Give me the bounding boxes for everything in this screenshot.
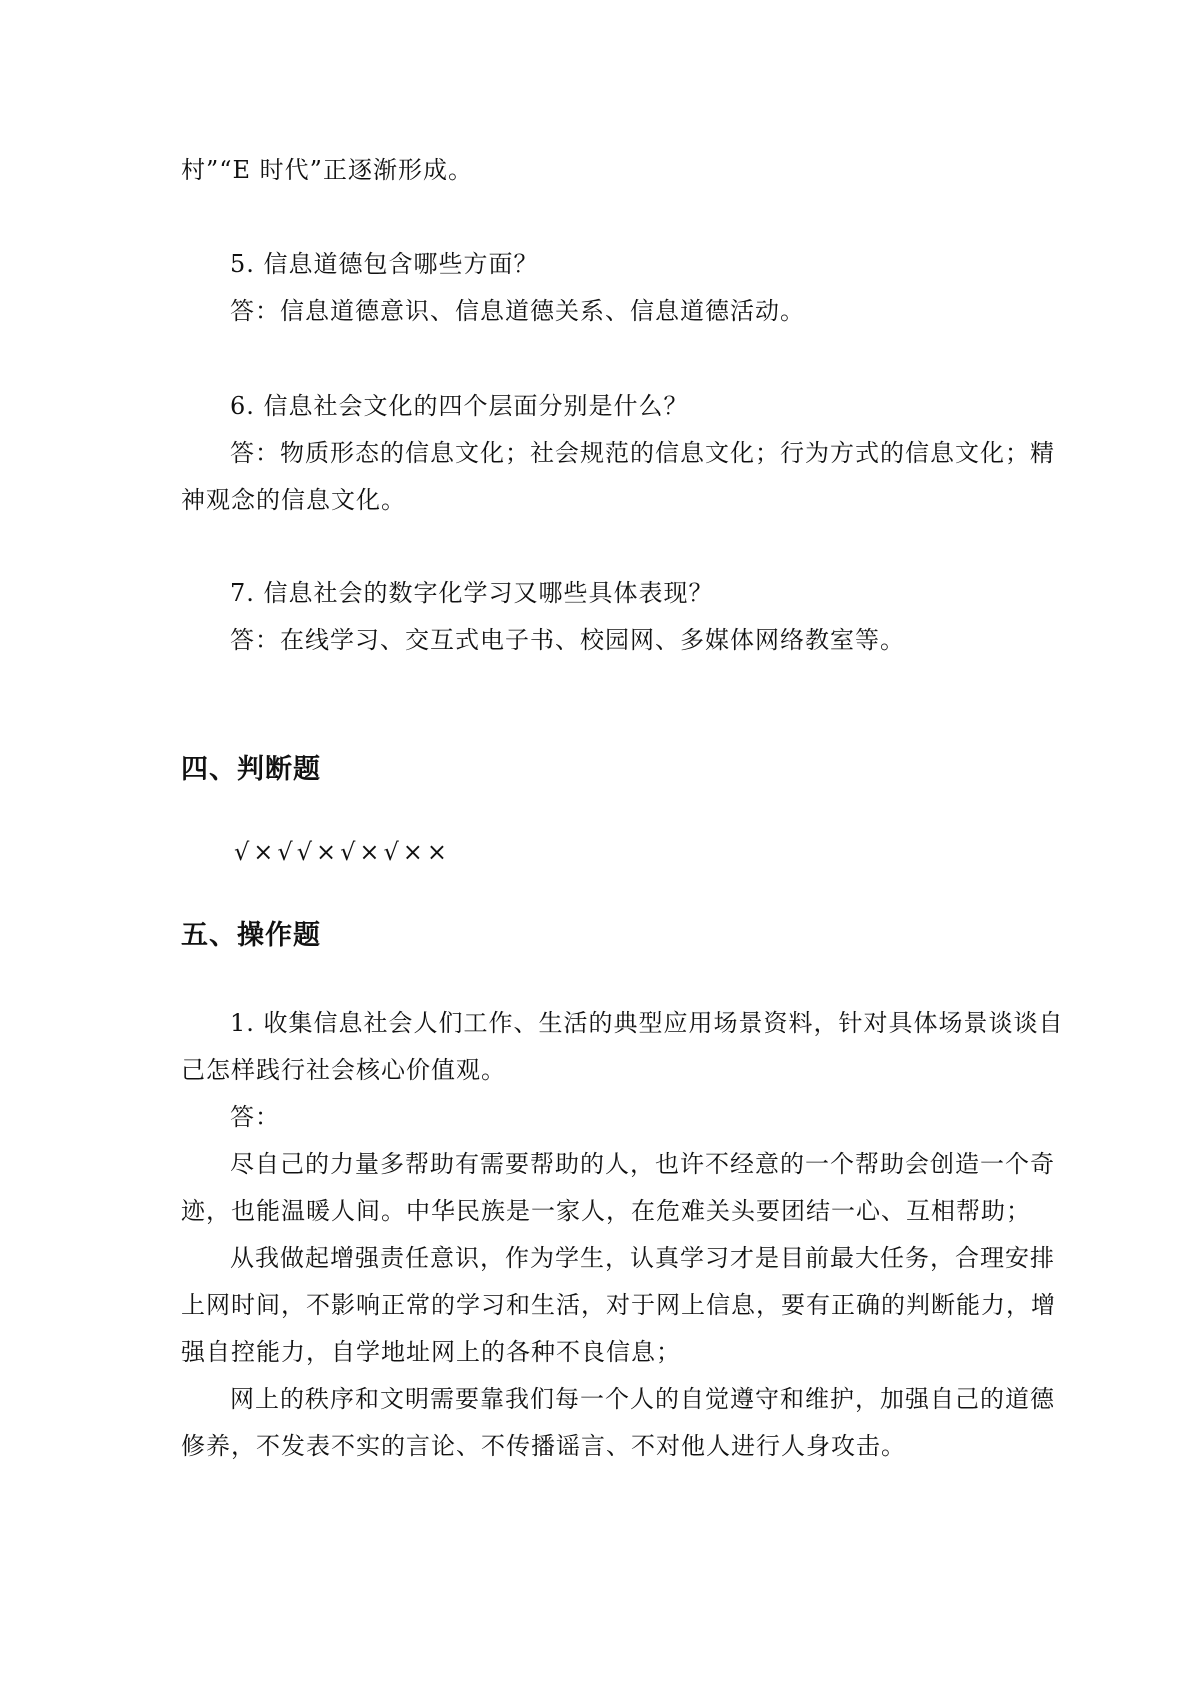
question-6: 6. 信息社会文化的四个层面分别是什么？ bbox=[230, 392, 689, 420]
answer-paragraph-2-line-2: 上网时间，不影响正常的学习和生活，对于网上信息，要有正确的判断能力，增 bbox=[181, 1291, 1056, 1319]
true-false-answers: √×√√×√×√×× bbox=[234, 838, 452, 866]
section-5-heading: 五、操作题 bbox=[181, 920, 321, 951]
answer-label: 答： bbox=[230, 1103, 280, 1131]
operation-question-1-line-2: 己怎样践行社会核心价值观。 bbox=[181, 1056, 506, 1084]
section-4-heading: 四、判断题 bbox=[181, 754, 321, 785]
answer-5: 答：信息道德意识、信息道德关系、信息道德活动。 bbox=[230, 297, 805, 325]
answer-6-line-2: 神观念的信息文化。 bbox=[181, 486, 406, 514]
answer-7: 答：在线学习、交互式电子书、校园网、多媒体网络教室等。 bbox=[230, 626, 905, 654]
answer-paragraph-3-line-1: 网上的秩序和文明需要靠我们每一个人的自觉遵守和维护，加强自己的道德 bbox=[230, 1385, 1055, 1413]
answer-paragraph-1-line-2: 迹，也能温暖人间。中华民族是一家人，在危难关头要团结一心、互相帮助； bbox=[181, 1197, 1031, 1225]
operation-question-1-line-1: 1. 收集信息社会人们工作、生活的典型应用场景资料，针对具体场景谈谈自 bbox=[230, 1009, 1064, 1037]
answer-paragraph-2-line-1: 从我做起增强责任意识，作为学生，认真学习才是目前最大任务，合理安排 bbox=[230, 1244, 1055, 1272]
answer-6-line-1: 答：物质形态的信息文化；社会规范的信息文化；行为方式的信息文化；精 bbox=[230, 439, 1055, 467]
answer-paragraph-2-line-3: 强自控能力，自学地址网上的各种不良信息； bbox=[181, 1338, 681, 1366]
question-5: 5. 信息道德包含哪些方面？ bbox=[230, 250, 539, 278]
answer-paragraph-1-line-1: 尽自己的力量多帮助有需要帮助的人，也许不经意的一个帮助会创造一个奇 bbox=[230, 1150, 1055, 1178]
intro-text-line: 村”“E 时代”正逐渐形成。 bbox=[181, 156, 473, 184]
answer-paragraph-3-line-2: 修养，不发表不实的言论、不传播谣言、不对他人进行人身攻击。 bbox=[181, 1432, 906, 1460]
question-7: 7. 信息社会的数字化学习又哪些具体表现？ bbox=[230, 579, 714, 607]
